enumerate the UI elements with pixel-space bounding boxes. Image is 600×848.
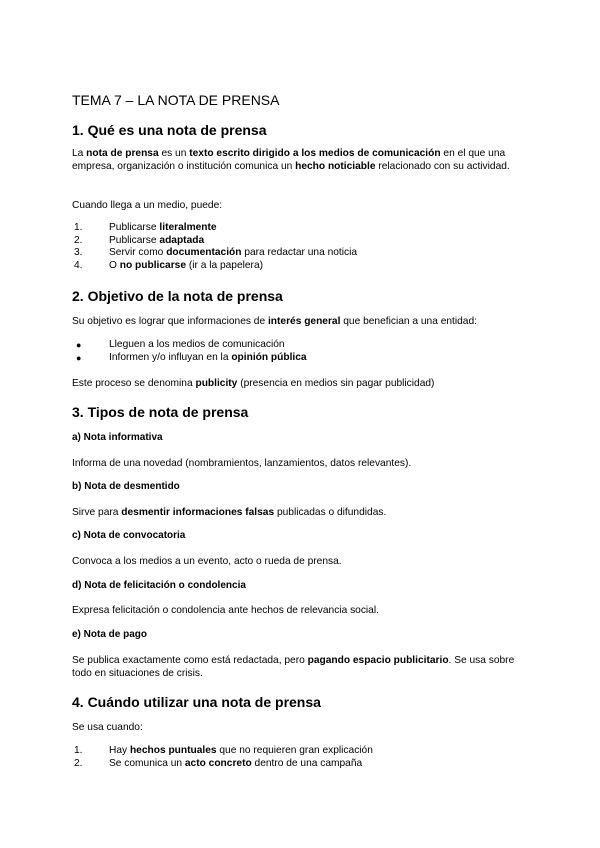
bold-text: texto escrito dirigido a los medios de comunicación — [189, 148, 441, 159]
list-number: 2. — [74, 757, 83, 769]
bold-text: desmentir informaciones falsas — [121, 507, 275, 518]
text-run: Informa de una novedad (nombramientos, lanzamientos, datos relevantes). — [72, 458, 412, 469]
type-e-body — [72, 654, 532, 680]
type-c-heading: c) Nota de convocatoria — [72, 530, 186, 541]
text-run: es un — [158, 148, 190, 159]
text-run: que no requieren gran explicación — [216, 745, 373, 756]
list-item-text — [109, 235, 204, 248]
bold-text: no publicarse — [119, 260, 186, 272]
section-1-heading: 1. Qué es una nota de prensa — [72, 122, 267, 138]
section-1-paragraph — [72, 147, 532, 173]
bold-text: literalmente — [159, 222, 217, 233]
type-d-heading: d) Nota de felicitación o condolencia — [72, 580, 246, 591]
list-item-text — [109, 339, 285, 352]
text-run: relacionado con su actividad. — [375, 161, 510, 172]
text-run: dentro de una campaña — [251, 757, 363, 769]
bullet-icon: ● — [76, 352, 82, 363]
section-4-intro: Se usa cuando: — [72, 722, 143, 733]
bold-text: acto concreto — [184, 757, 252, 769]
text-run: Este proceso se denomina — [72, 378, 196, 389]
bold-text: hechos puntuales — [129, 745, 217, 756]
list-number: 2. — [74, 234, 83, 246]
text-run: que benefician a una entidad: — [340, 316, 477, 327]
text-run: en el que una empresa, organización o institución comunica un — [72, 148, 506, 172]
type-c-body — [72, 555, 342, 568]
section-2-publicity — [72, 377, 434, 390]
text-run: Servir como — [109, 247, 167, 259]
text-run: O — [109, 260, 120, 272]
text-run: Publicarse — [109, 234, 160, 246]
bold-text: pagando espacio publicitario — [307, 655, 449, 666]
bold-text: opinión pública — [231, 351, 307, 363]
bold-text: adaptada — [159, 234, 205, 246]
section-2-heading: 2. Objetivo de la nota de prensa — [72, 288, 283, 304]
section-1-intro-list: Cuando llega a un medio, puede: — [72, 200, 223, 211]
text-run: Publicarse — [109, 222, 160, 233]
text-run: Sirve para — [72, 507, 122, 518]
list-item-text — [109, 247, 357, 260]
text-run: Lleguen a los medios de comunicación — [109, 339, 285, 350]
bold-text: publicity — [195, 378, 238, 389]
bold-text: hecho noticiable — [295, 161, 376, 172]
bullet-icon: ● — [76, 340, 82, 350]
bold-text: documentación — [166, 247, 242, 259]
text-run: . Se usa sobre todo en situaciones de crisis. — [72, 655, 515, 679]
type-a-heading: a) Nota informativa — [72, 432, 163, 443]
type-d-body — [72, 604, 379, 617]
text-run: Expresa felicitación o condolencia ante hechos de relevancia social. — [72, 605, 379, 616]
text-run: (ir a la papelera) — [186, 260, 264, 272]
section-2-paragraph — [72, 315, 477, 328]
list-item-text — [109, 352, 307, 365]
list-number: 1. — [74, 222, 83, 233]
text-run: La — [72, 148, 87, 159]
text-run: Su objetivo es lograr que informaciones de — [72, 316, 268, 327]
text-run: Se publica exactamente como está redactada, pero — [72, 655, 308, 666]
bold-text: interés general — [267, 316, 341, 327]
list-number: 3. — [74, 247, 83, 259]
list-number: 4. — [74, 260, 83, 272]
text-run: Hay — [109, 745, 130, 756]
list-number: 1. — [74, 745, 83, 756]
section-4-heading: 4. Cuándo utilizar una nota de prensa — [72, 694, 321, 710]
text-run: para redactar una noticia — [241, 247, 358, 259]
type-b-heading: b) Nota de desmentido — [72, 481, 180, 492]
type-e-heading: e) Nota de pago — [72, 629, 148, 640]
bold-text: nota de prensa — [86, 148, 159, 159]
text-run: Convoca a los medios a un evento, acto o rueda de prensa. — [72, 556, 342, 567]
text-run: Se comunica un — [109, 757, 185, 769]
list-item-text — [109, 758, 362, 771]
list-item-text — [109, 745, 373, 758]
text-run: Informen y/o influyan en la — [109, 351, 232, 363]
list-item-text — [109, 222, 217, 235]
type-a-body — [72, 457, 411, 470]
list-item-text — [109, 260, 263, 273]
text-run: (presencia en medios sin pagar publicidad) — [237, 378, 435, 389]
type-b-body — [72, 506, 386, 519]
text-run: publicadas o difundidas. — [274, 507, 387, 518]
section-3-heading: 3. Tipos de nota de prensa — [72, 404, 249, 420]
document-title: TEMA 7 – LA NOTA DE PRENSA — [72, 92, 280, 108]
